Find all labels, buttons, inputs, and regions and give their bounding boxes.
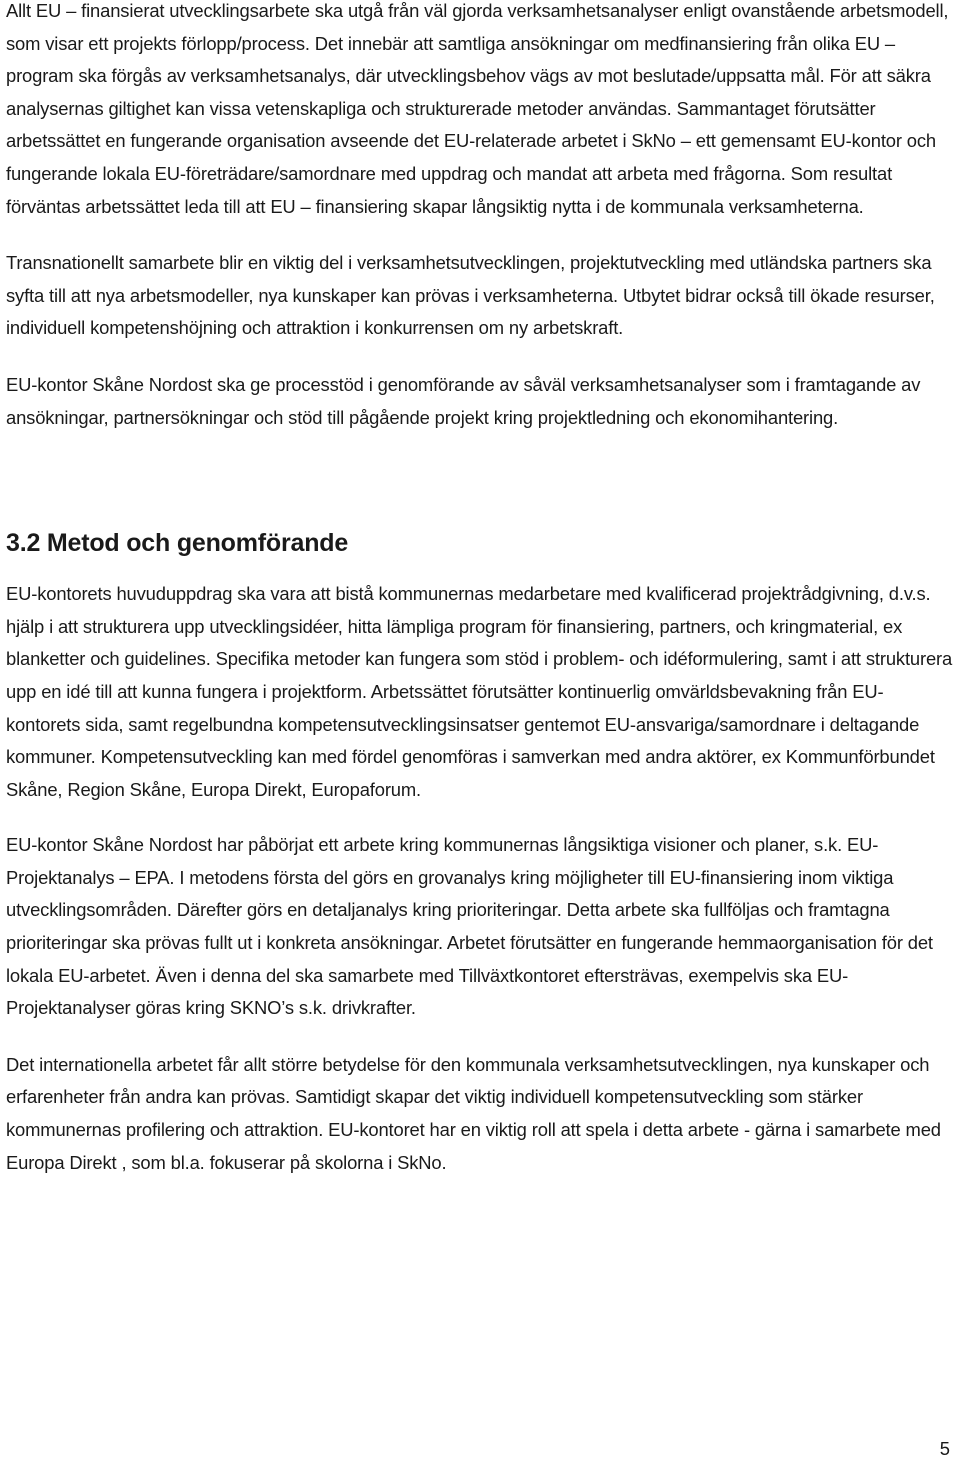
page-number: 5 bbox=[939, 1438, 950, 1459]
body-paragraph: EU-kontorets huvuduppdrag ska vara att bistå kommunernas medarbetare med kvalificerad projektrådgivning, d.v.s. hjälp i att strukturera upp utvecklingsidéer, hitta lämpliga program för finansiering, partners, och kringmaterial, ex blanketter och guidelines. Specifika metoder kan fungera som stöd i problem- och idéformulering, samt i att strukturera upp en idé till att kunna fungera i projektform. Arbetssättet förutsätter kontinuerlig omvärldsbevakning från EU-kontorets sida, samt regelbundna kompetensutvecklingsinsatser gentemot EU-ansvariga/samordnare i deltagande kommuner. Kompetensutveckling kan med fördel genomföras i samverkan med andra aktörer, ex Kommunförbundet Skåne, Region Skåne, Europa Direkt, Europaforum. bbox=[6, 583, 953, 800]
section-heading: 3.2 Metod och genomförande bbox=[6, 529, 349, 558]
body-paragraph: Allt EU – finansierat utvecklingsarbete ska utgå från väl gjorda verksamhetsanalyser enligt ovanstående arbetsmodell, som visar ett projekts förlopp/process. Det innebär att samtliga ansökningar om medfinansiering från olika EU – program ska förgås av verksamhetsanalys, där utvecklingsbehov vägs av mot beslutade/uppsatta mål. För att säkra analysernas giltighet kan vissa vetenskapliga och strukturerade metoder användas. Sammantaget förutsätter arbetssättet en fungerande organisation avseende det EU-relaterade arbetet i SkNo – ett gemensamt EU-kontor och fungerande lokala EU-företrädare/samordnare med uppdrag och mandat att arbeta med frågorna. Som resultat förväntas arbetssättet leda till att EU – finansiering skapar långsiktig nytta i de kommunala verksamheterna. bbox=[6, 0, 949, 217]
body-paragraph: Transnationellt samarbete blir en viktig del i verksamhetsutvecklingen, projektutveckling med utländska partners ska syfta till att nya arbetsmodeller, nya kunskaper kan prövas i verksamheterna. Utbytet bidrar också till ökade resurser, individuell kompetenshöjning och attraktion i konkurrensen om ny arbetskraft. bbox=[6, 252, 935, 339]
body-paragraph: EU-kontor Skåne Nordost ska ge processtöd i genomförande av såväl verksamhetsanalyser som i framtagande av ansökningar, partnersökningar och stöd till pågående projekt kring projektledning och ekonomihantering. bbox=[6, 373, 921, 428]
body-paragraph: EU-kontor Skåne Nordost har påbörjat ett arbete kring kommunernas långsiktiga visioner och planer, s.k. EU-Projektanalys – EPA. I metodens första del görs en grovanalys kring möjligheter till EU-finansiering inom viktiga utvecklingsområden. Därefter görs en detaljanalys kring prioriteringar. Detta arbete ska fullföljas och framtagna prioriteringar ska prövas fullt ut i konkreta ansökningar. Arbetet förutsätter en fungerande hemmaorganisation för det lokala EU-arbetet. Även i denna del ska samarbete med Tillväxtkontoret eftersträvas, exempelvis ska EU-Projektanalyser göras kring SKNO’s s.k. drivkrafter. bbox=[6, 834, 933, 1019]
document-page bbox=[6, 0, 956, 1179]
body-paragraph: Det internationella arbetet får allt större betydelse för den kommunala verksamhetsutvecklingen, nya kunskaper och erfarenheter från andra kan prövas. Samtidigt skapar det viktig individuell kompetensutveckling som stärker kommunernas profilering och attraktion. EU-kontoret har en viktig roll att spela i detta arbete - gärna i samarbete med Europa Direkt , som bl.a. fokuserar på skolorna i SkNo. bbox=[6, 1053, 941, 1173]
